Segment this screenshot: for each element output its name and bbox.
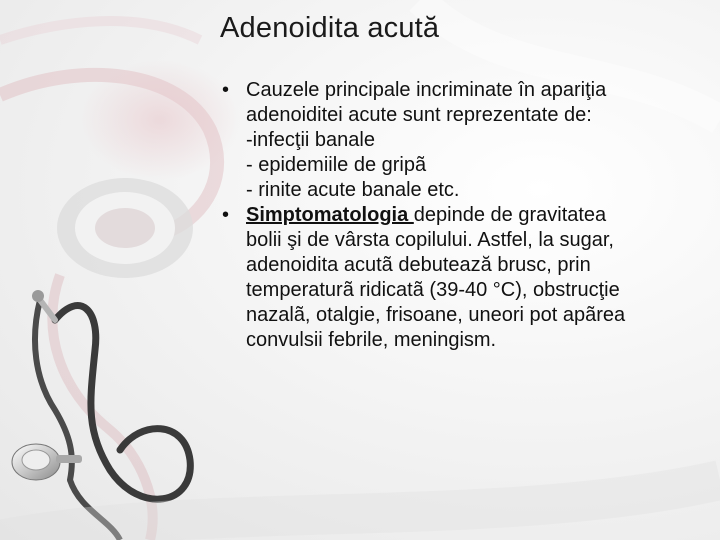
bullet-line: convulsii febrile, meningism.: [246, 329, 497, 351]
keyword-simptomatologia: Simptomatologia: [246, 204, 414, 226]
slide-title: Adenoidita acută: [220, 12, 440, 44]
bullet-dot: •: [222, 204, 230, 226]
bullet-line: adenoiditei acute sunt reprezentate de:: [246, 104, 592, 126]
bullet-line: nazalã, otalgie, frisoane, uneori pot apãrea: [246, 304, 626, 326]
bullet-text: depinde de gravitatea: [413, 204, 607, 226]
bullet-line: Cauzele principale incriminate în apariţia: [246, 79, 607, 101]
bullet-symptoms: [222, 203, 712, 353]
bullet-line-first: [246, 203, 712, 228]
bullet-causes: [222, 78, 712, 203]
bullet-subline: -infecţii banale: [246, 129, 375, 151]
bullet-line: adenoidita acutã debutează brusc, prin: [246, 254, 591, 276]
bullet-line: temperaturã ridicatã (39-40 °C), obstrucţie: [246, 279, 620, 301]
bullet-subline: - rinite acute banale etc.: [246, 179, 460, 201]
bullet-dot: •: [222, 79, 230, 101]
slide-content: [222, 78, 712, 353]
bullet-line: bolii şi de vârsta copilului. Astfel, la sugar,: [246, 229, 614, 251]
bullet-subline: - epidemiile de gripã: [246, 154, 427, 176]
